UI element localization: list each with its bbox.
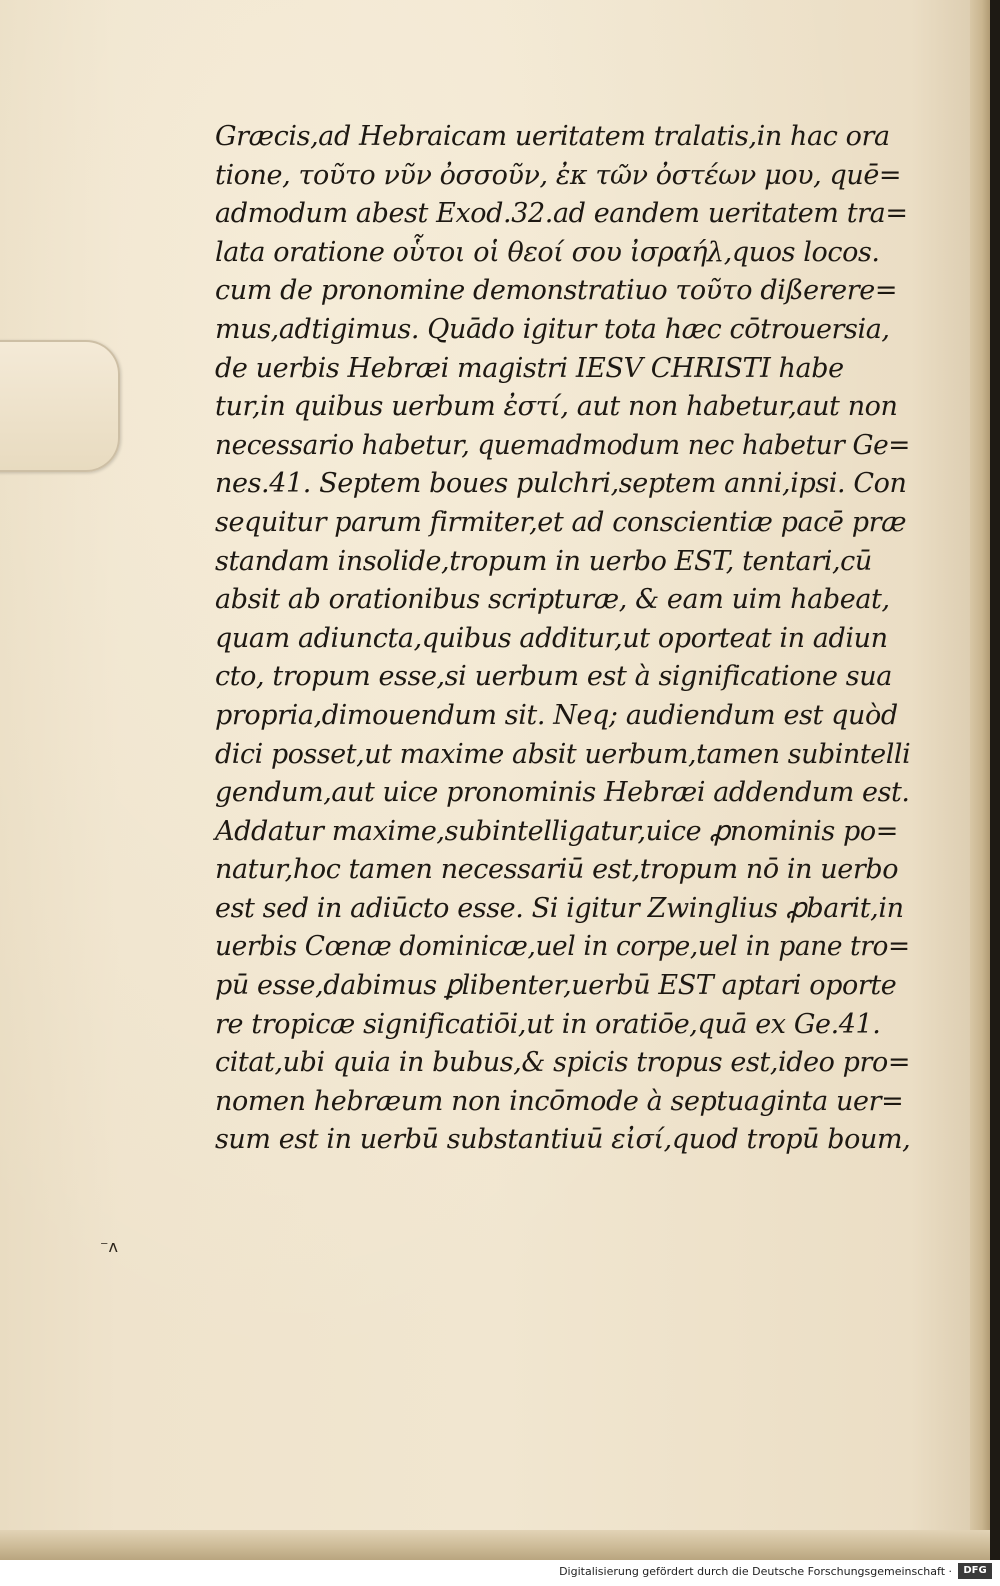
text-line: lata oratione οὗτοι οἱ θεοί σου ἰσραήλ,quos locos. — [215, 236, 880, 268]
body-text — [215, 118, 910, 1160]
footer-credit: Digitalisierung gefördert durch die Deutsche Forschungsgemeinschaft · — [559, 1565, 952, 1578]
text-line: tione, τοῦτο νῦν ὀσσοῦν, ἐκ τῶν ὀστέων μου, quē= — [215, 159, 902, 191]
text-line: quam adiuncta,quibus additur,ut oporteat in adiun — [215, 622, 888, 654]
text-line: sum est in uerbū substantiuū εἰσί,quod tropū boum, — [215, 1124, 911, 1156]
text-line: pū esse,dabimus ꝑlibenter,uerbū EST aptari oporte — [215, 970, 897, 1002]
text-line: cum de pronomine demonstratiuo τοῦτο dißerere= — [215, 275, 898, 307]
text-line: nomen hebræum non incōmode à septuaginta uer= — [215, 1085, 904, 1117]
text-line: tur,in quibus uerbum ἐστί, aut non habetur,aut non — [215, 391, 898, 423]
dfg-logo: DFG — [958, 1563, 992, 1579]
text-line: natur,hoc tamen necessariū est,tropum nō in uerbo — [215, 854, 899, 886]
text-line: admodum abest Exod.32.ad eandem ueritatem tra= — [215, 198, 908, 230]
page-edge-bottom — [0, 1530, 990, 1560]
text-line: citat,ubi quia in bubus,& spicis tropus est,ideo pro= — [215, 1047, 911, 1079]
text-line: gendum,aut uice pronominis Hebræi addendum est. — [215, 777, 910, 809]
text-line: de uerbis Hebræi magistri IESV CHRISTI habe — [215, 352, 844, 384]
text-line: absit ab orationibus scripturæ, & eam uim habeat, — [215, 584, 890, 616]
text-line: Græcis,ad Hebraicam ueritatem tralatis,in hac ora — [215, 121, 890, 152]
page-edge-right — [970, 0, 990, 1560]
text-line: standam insolide,tropum in uerbo EST, tentari,cū — [215, 545, 872, 577]
text-line: nes.41. Septem boues pulchri,septem anni,ipsi. Con — [215, 468, 907, 500]
text-line: re tropicæ significatiōi,ut in oratiōe,quā ex Ge.41. — [215, 1008, 881, 1040]
text-line: sequitur parum firmiter,et ad conscientiæ pacē præ — [215, 506, 907, 538]
text-line: dici posset,ut maxime absit uerbum,tamen subintelli — [215, 738, 911, 770]
margin-mark: ⁻ʌ — [100, 1237, 118, 1256]
text-line: necessario habetur, quemadmodum nec habetur Ge= — [215, 429, 911, 461]
page-clip — [0, 340, 120, 472]
text-line: mus,adtigimus. Quādo igitur tota hæc cōtrouersia, — [215, 313, 890, 345]
text-line: est sed in adiūcto esse. Si igitur Zwinglius ꝓbarit,in — [215, 892, 904, 924]
text-line: Addatur maxime,subintelligatur,uice ꝓnominis po= — [215, 815, 898, 847]
text-line: propria,dimouendum sit. Neq; audiendum est quòd — [215, 699, 898, 731]
text-line: uerbis Cœnæ dominicæ,uel in corpe,uel in pane tro= — [215, 931, 910, 963]
text-line: cto, tropum esse,si uerbum est à significatione sua — [215, 661, 892, 693]
